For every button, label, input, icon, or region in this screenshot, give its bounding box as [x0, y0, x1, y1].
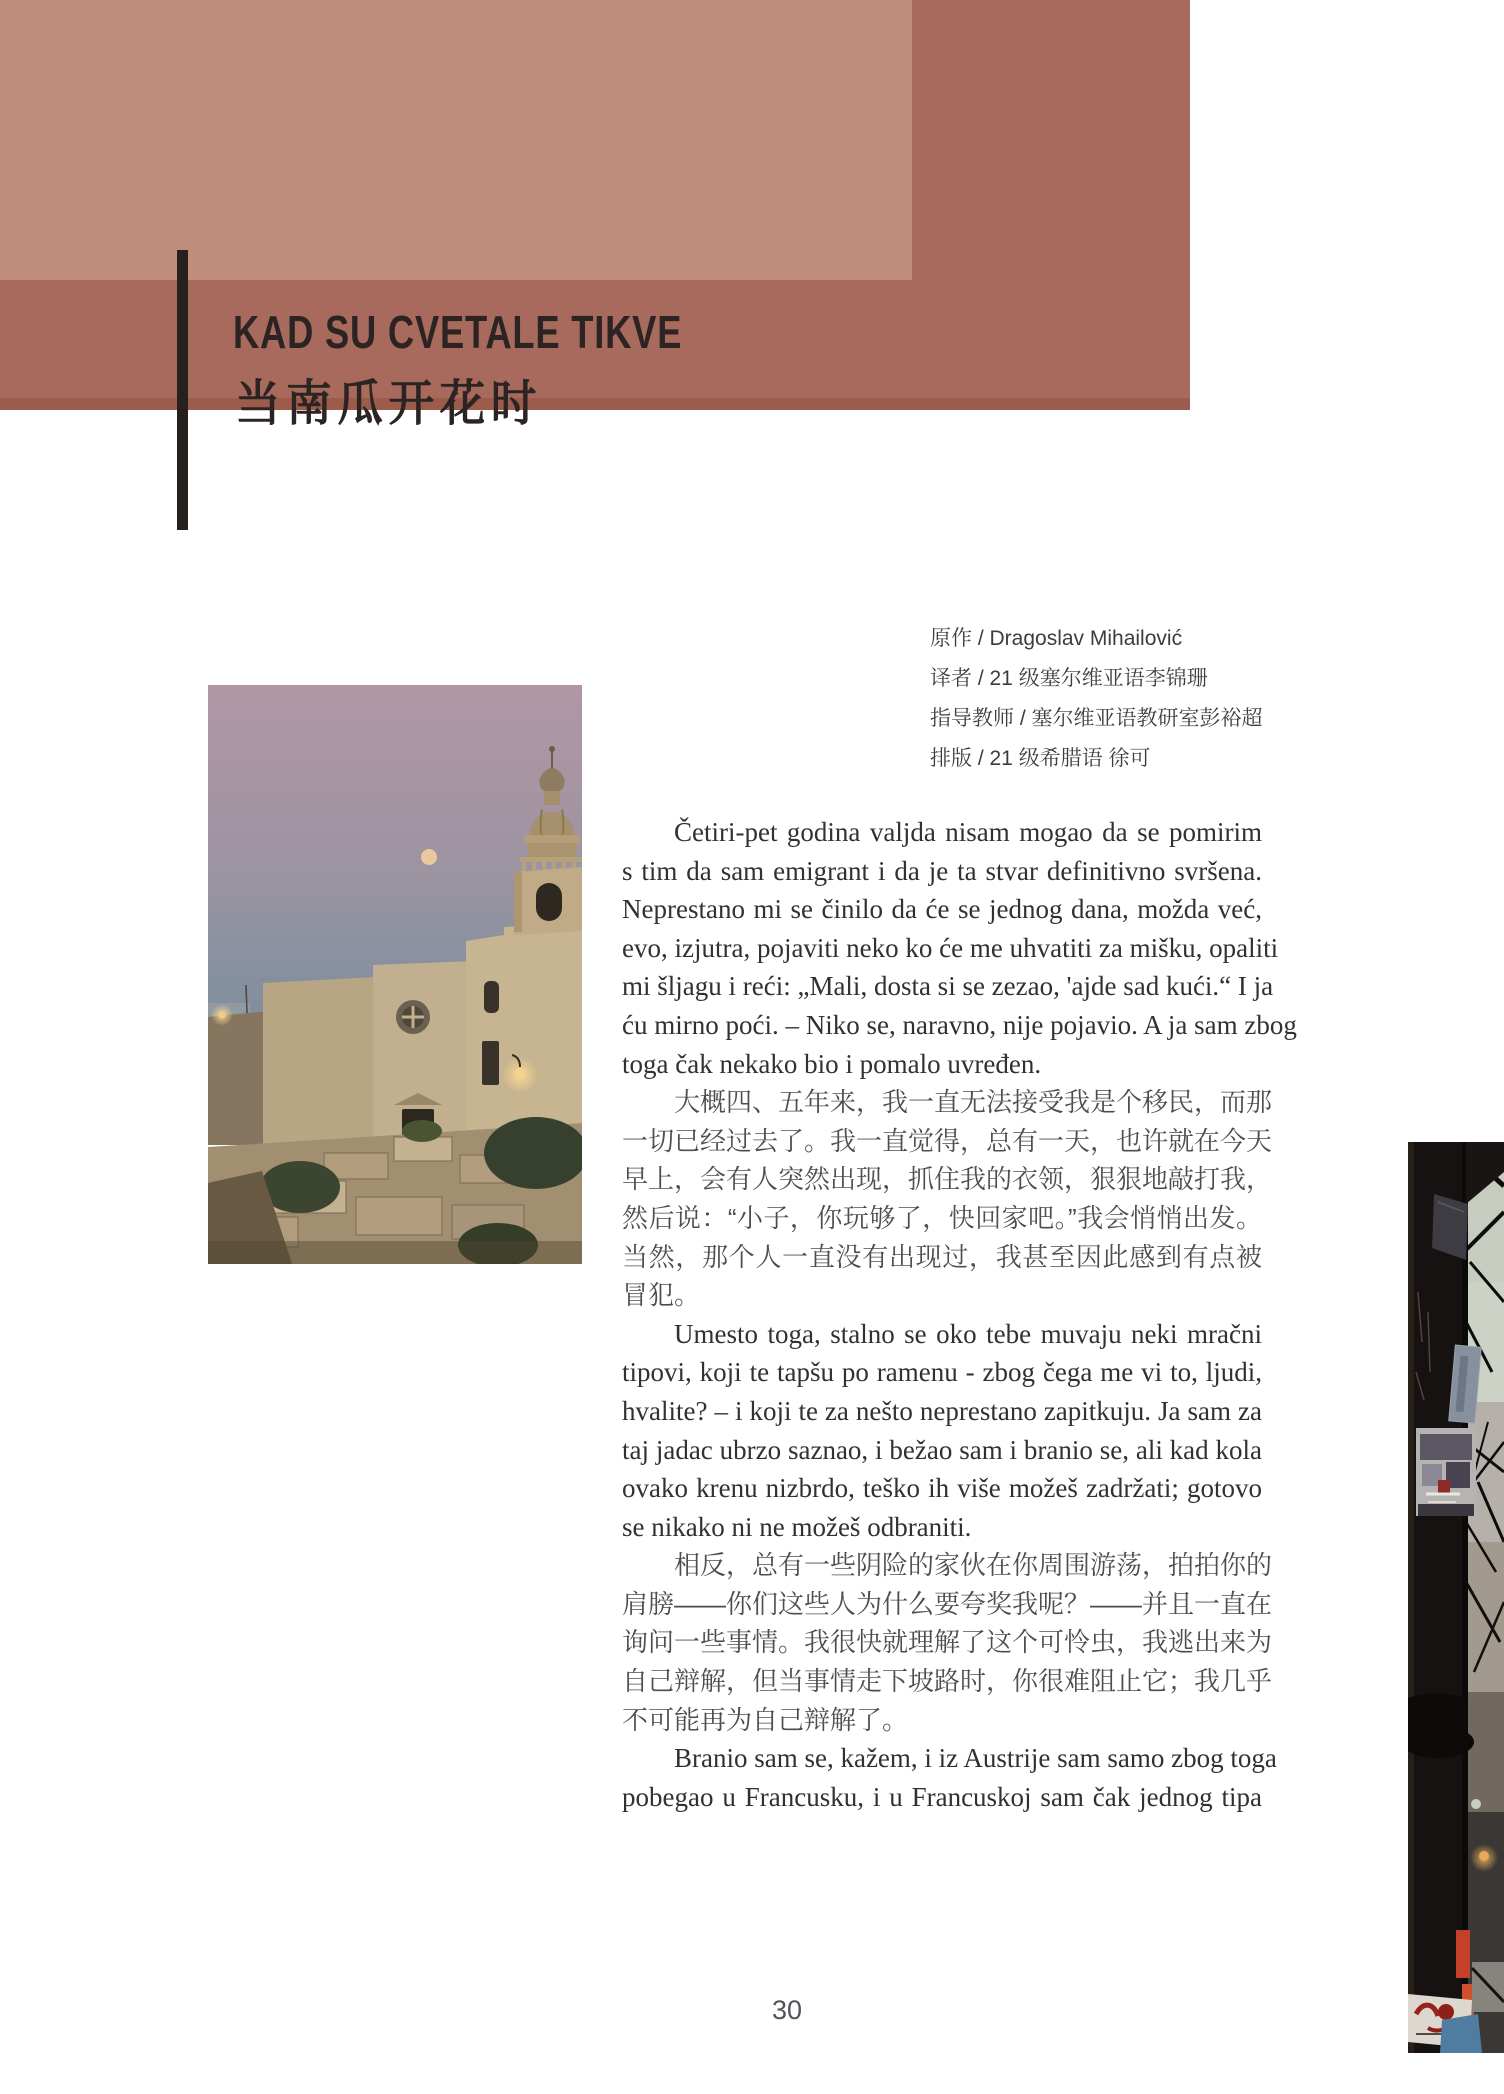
credit-original: 原作 / Dragoslav Mihailović	[930, 627, 1183, 650]
wall-lantern	[515, 1068, 525, 1078]
moon	[421, 849, 437, 865]
citadel-dusk-photo	[208, 685, 582, 1264]
text-line: hvalite? – i koji te za nešto neprestano zapitkuju. Ja sam za	[622, 1395, 1262, 1426]
credit-typesetter: 排版 / 21 级希腊语 徐可	[930, 747, 1151, 770]
text-line: mi šljagu i reći: „Mali, dosta si se zezao, 'ajde sad kući.“ I ja	[622, 971, 1274, 1002]
text-line: 然后说：“小子，你玩够了，快回家吧。”我会悄悄出发。	[622, 1202, 1262, 1233]
text-line: taj jadac ubrzo saznao, i bežao sam i branio se, ali kad kola	[622, 1434, 1262, 1465]
text-line: 早上，会有人突然出现，抓住我的衣领，狠狠地敲打我，	[622, 1164, 1273, 1195]
text-line: Četiri-pet godina valjda nisam mogao da se pomirim	[674, 817, 1262, 847]
text-line: 自己辩解，但当事情走下坡路时，你很难阻止它；我几乎	[622, 1666, 1273, 1697]
street-pole-photo	[1408, 1142, 1504, 2053]
text-line: 一切已经过去了。我一直觉得，总有一天，也许就在今天	[622, 1125, 1273, 1156]
title-accent-bar	[177, 250, 188, 530]
credit-translator: 译者 / 21 级塞尔维亚语李锦珊	[930, 667, 1208, 690]
header-band-light	[0, 0, 912, 280]
text-line: tipovi, koji te tapšu po ramenu - zbog čega me vi to, ljudi,	[622, 1357, 1262, 1388]
text-line: Umesto toga, stalno se oko tebe muvaju neki mračni	[674, 1318, 1262, 1349]
text-line: toga čak nekako bio i pomalo uvređen.	[622, 1048, 1042, 1079]
text-line: 当然，那个人一直没有出现过，我甚至因此感到有点被	[622, 1241, 1262, 1272]
page-number: 30	[771, 1995, 803, 2025]
page-title-latin: KAD SU CVETALE TIKVE	[233, 306, 683, 358]
text-line: 肩膀——你们这些人为什么要夸奖我呢？——并且一直在	[622, 1588, 1273, 1619]
citadel-photo-art	[208, 685, 582, 1264]
text-line: 询问一些事情。我很快就理解了这个可怜虫，我逃出来为	[622, 1627, 1273, 1658]
text-line: Branio sam se, kažem, i iz Austrije sam samo zbog toga	[674, 1743, 1277, 1774]
text-line: 相反，总有一些阴险的家伙在你周围游荡，拍拍你的	[674, 1550, 1273, 1581]
street-pole-art	[1408, 1142, 1504, 2053]
text-line: pobegao u Francusku, i u Francuskoj sam čak jednog tipa	[622, 1781, 1262, 1812]
text-line: ovako krenu nizbrdo, teško ih više možeš zadržati; gotovo	[622, 1473, 1262, 1504]
body-text	[622, 813, 1297, 1816]
text-line: 冒犯。	[622, 1280, 701, 1311]
credit-advisor: 指导教师 / 塞尔维亚语教研室彭裕超	[930, 707, 1263, 730]
text-line: ću mirno poći. – Niko se, naravno, nije pojavio. A ja sam zbog	[622, 1009, 1297, 1040]
text-line: Neprestano mi se činilo da će se jednog dana, možda već,	[622, 894, 1262, 925]
text-line: evo, izjutra, pojaviti neko ko će me uhvatiti za mišku, opaliti	[622, 932, 1279, 963]
page-title-chinese: 当南瓜开花时	[235, 377, 542, 431]
text-line: s tim da sam emigrant i da je ta stvar definitivno svršena.	[622, 855, 1262, 886]
text-line: 不可能再为自己辩解了。	[622, 1704, 909, 1735]
credits-block	[930, 619, 1263, 779]
text-line: 大概四、五年来，我一直无法接受我是个移民，而那	[674, 1087, 1273, 1118]
text-line: se nikako ni ne možeš odbraniti.	[622, 1511, 972, 1542]
